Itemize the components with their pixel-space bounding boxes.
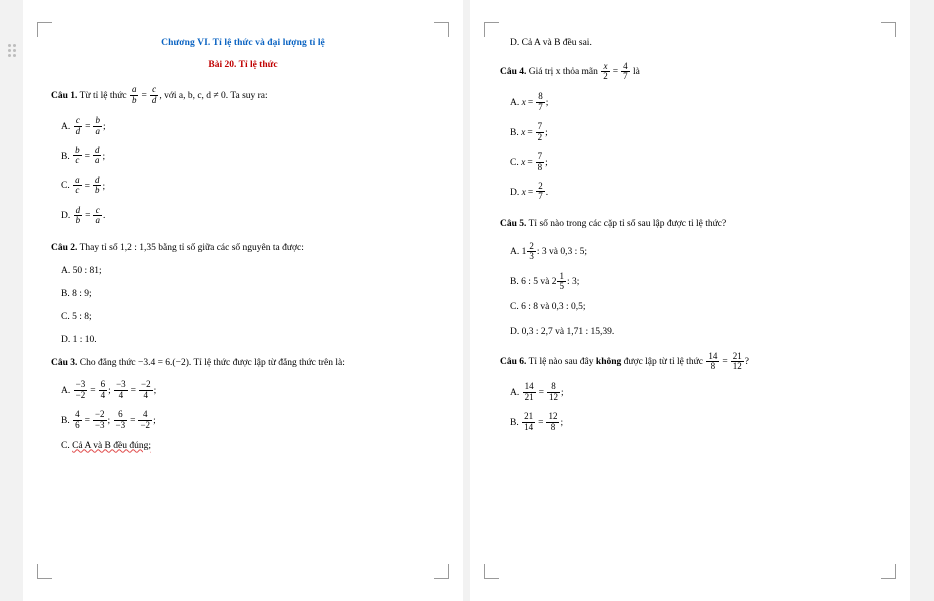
question-3-text: Cho đẳng thức −3.4 = 6.(−2). Tỉ lệ thức được lập từ đẳng thức trên là: xyxy=(79,358,345,368)
option-letter: C. xyxy=(61,181,70,192)
question-4-option-a[interactable] xyxy=(500,93,884,113)
option-letter: B. xyxy=(61,151,70,162)
drag-dot xyxy=(13,54,16,57)
option-expression: $\frac{14}{21}$ = $\frac{8}{12}$ ; xyxy=(524,381,564,402)
option-letter: D. xyxy=(61,335,71,345)
drag-dot xyxy=(13,44,16,47)
question-2-option-c[interactable] xyxy=(51,312,435,324)
question-1-expression: $\frac{a}{b}$ = $\frac{c}{d}$ xyxy=(131,84,157,105)
question-1-option-d[interactable] xyxy=(51,206,435,226)
option-expression: x = $\frac{2}{7}$ . xyxy=(521,181,549,202)
option-text: 6 : 8 và 0,3 : 0,5; xyxy=(521,302,586,312)
option-expression: 6 : 5 và 2 $\frac{1}{5}$ : 3; xyxy=(521,270,580,292)
option-expression: $\frac{21}{14}$ = $\frac{12}{8}$ ; xyxy=(524,411,564,432)
drag-dot xyxy=(8,44,11,47)
question-5-option-d[interactable] xyxy=(500,327,884,339)
question-6-text-after: ? xyxy=(744,357,749,368)
question-5-option-b[interactable] xyxy=(500,272,884,292)
question-4-text-before: Giá trị x thỏa mãn xyxy=(528,67,598,78)
question-6-option-b[interactable] xyxy=(500,413,884,433)
question-6-text-mid: được lập từ tỉ lệ thức xyxy=(623,357,703,368)
drag-dot xyxy=(8,49,11,52)
question-5-option-a[interactable] xyxy=(500,242,884,262)
question-4-text-after: là xyxy=(633,67,640,78)
question-1-text-before: Từ tỉ lệ thức xyxy=(79,90,127,101)
drag-dot xyxy=(13,49,16,52)
question-5 xyxy=(500,219,884,231)
option-letter: A. xyxy=(61,386,71,396)
question-5-text: Tỉ số nào trong các cặp tỉ số sau lập được tỉ lệ thức? xyxy=(528,219,727,230)
question-3 xyxy=(51,358,435,370)
option-letter: A. xyxy=(510,247,520,258)
option-expression: 1 $\frac{2}{3}$ : 3 và 0,3 : 5; xyxy=(521,240,588,262)
option-text: 5 : 8; xyxy=(72,312,92,322)
option-letter: D. xyxy=(510,327,520,337)
question-6-emphasis: không xyxy=(595,357,622,368)
question-6-label: Câu 6. xyxy=(500,357,527,368)
option-letter: D. xyxy=(61,211,71,222)
option-expression: $\frac{4}{6}$ = $\frac{-2}{-3}$ ; $\frac{6}{-3}$ = $\frac{4}{-2}$ ; xyxy=(75,409,156,430)
option-letter: D. xyxy=(510,187,520,198)
question-3-option-a[interactable] xyxy=(51,381,435,401)
option-text: Cả A và B đều đúng; xyxy=(72,440,151,451)
option-letter: B. xyxy=(61,415,70,426)
option-expression: $\frac{c}{d}$ = $\frac{b}{a}$ ; xyxy=(75,115,106,136)
option-expression: $\frac{b}{c}$ = $\frac{d}{a}$ ; xyxy=(75,145,106,166)
left-column-content xyxy=(23,0,463,453)
question-2-option-d[interactable] xyxy=(51,335,435,347)
crop-mark-bottom-right xyxy=(881,564,896,579)
question-4-option-c[interactable] xyxy=(500,153,884,173)
option-letter: D. xyxy=(510,38,520,48)
document-page-right[interactable] xyxy=(470,0,910,601)
option-letter: C. xyxy=(510,302,519,312)
option-text: 50 : 81; xyxy=(72,266,102,276)
option-letter: A. xyxy=(61,266,71,276)
question-4-expression: $\frac{x}{2}$ = $\frac{4}{7}$ xyxy=(603,60,628,81)
option-letter: C. xyxy=(61,312,70,322)
question-3-label: Câu 3. xyxy=(51,358,78,368)
option-letter: B. xyxy=(510,417,519,428)
question-2 xyxy=(51,243,435,255)
option-letter: A. xyxy=(510,388,520,398)
option-letter: B. xyxy=(510,277,519,288)
lesson-title: Bài 20. Tỉ lệ thức xyxy=(208,59,278,70)
option-expression: $\frac{d}{b}$ = $\frac{c}{a}$ . xyxy=(75,204,106,226)
option-letter: A. xyxy=(61,121,71,132)
option-text: 0,3 : 2,7 và 1,71 : 15,39. xyxy=(521,327,615,337)
question-1-text-after: , với a, b, c, d ≠ 0. Ta suy ra: xyxy=(159,90,268,101)
crop-mark-bottom-right xyxy=(434,564,449,579)
option-text: 1 : 10. xyxy=(72,335,97,345)
question-6-option-a[interactable] xyxy=(500,383,884,403)
option-expression: x = $\frac{7}{2}$ ; xyxy=(521,121,548,142)
option-expression: $\frac{a}{c}$ = $\frac{d}{b}$ ; xyxy=(75,174,106,196)
question-5-label: Câu 5. xyxy=(500,219,527,230)
question-2-option-b[interactable] xyxy=(51,289,435,301)
question-6-text-before: Tỉ lệ nào sau đây xyxy=(528,357,594,368)
page-gutter xyxy=(463,0,470,601)
question-5-option-c[interactable] xyxy=(500,302,884,314)
question-3-option-b[interactable] xyxy=(51,411,435,431)
drag-handle[interactable] xyxy=(8,44,16,58)
question-4 xyxy=(500,62,884,82)
question-4-label: Câu 4. xyxy=(500,67,527,78)
option-letter: B. xyxy=(61,289,70,299)
question-6 xyxy=(500,352,884,372)
question-1-option-b[interactable] xyxy=(51,147,435,167)
option-expression: $\frac{-3}{-2}$ = $\frac{6}{4}$ ; $\frac{-3}{4}$ = $\frac{-2}{4}$ ; xyxy=(75,379,157,400)
option-letter: B. xyxy=(510,127,519,138)
question-1-option-c[interactable] xyxy=(51,176,435,196)
question-2-option-a[interactable] xyxy=(51,266,435,278)
option-letter: A. xyxy=(510,98,520,108)
question-3-option-c[interactable] xyxy=(51,441,435,453)
question-1 xyxy=(51,86,435,106)
option-letter: C. xyxy=(510,157,519,168)
option-text: 8 : 9; xyxy=(72,289,92,299)
option-text: Cả A và B đều sai. xyxy=(521,38,592,48)
document-page-left[interactable] xyxy=(23,0,463,601)
question-6-expression: $\frac{14}{8}$ = $\frac{21}{12}$ xyxy=(708,350,742,371)
right-column-content xyxy=(470,0,910,433)
question-1-label: Câu 1. xyxy=(51,90,78,101)
question-4-option-b[interactable] xyxy=(500,123,884,143)
crop-mark-bottom-left xyxy=(484,564,499,579)
question-4-option-d[interactable] xyxy=(500,183,884,203)
crop-mark-bottom-left xyxy=(37,564,52,579)
option-expression: x = $\frac{7}{8}$ ; xyxy=(521,151,548,172)
lead-option-d[interactable] xyxy=(500,38,884,50)
option-expression: x = $\frac{8}{7}$ ; xyxy=(521,91,549,112)
question-2-label: Câu 2. xyxy=(51,243,78,254)
chapter-title: Chương VI. Tỉ lệ thức và đại lượng tỉ lệ xyxy=(161,38,325,48)
drag-dot xyxy=(8,54,11,57)
question-2-text: Thay tỉ số 1,2 : 1,35 bằng tỉ số giữa các số nguyên ta được: xyxy=(79,243,304,254)
question-1-option-a[interactable] xyxy=(51,117,435,137)
option-letter: C. xyxy=(61,440,70,451)
